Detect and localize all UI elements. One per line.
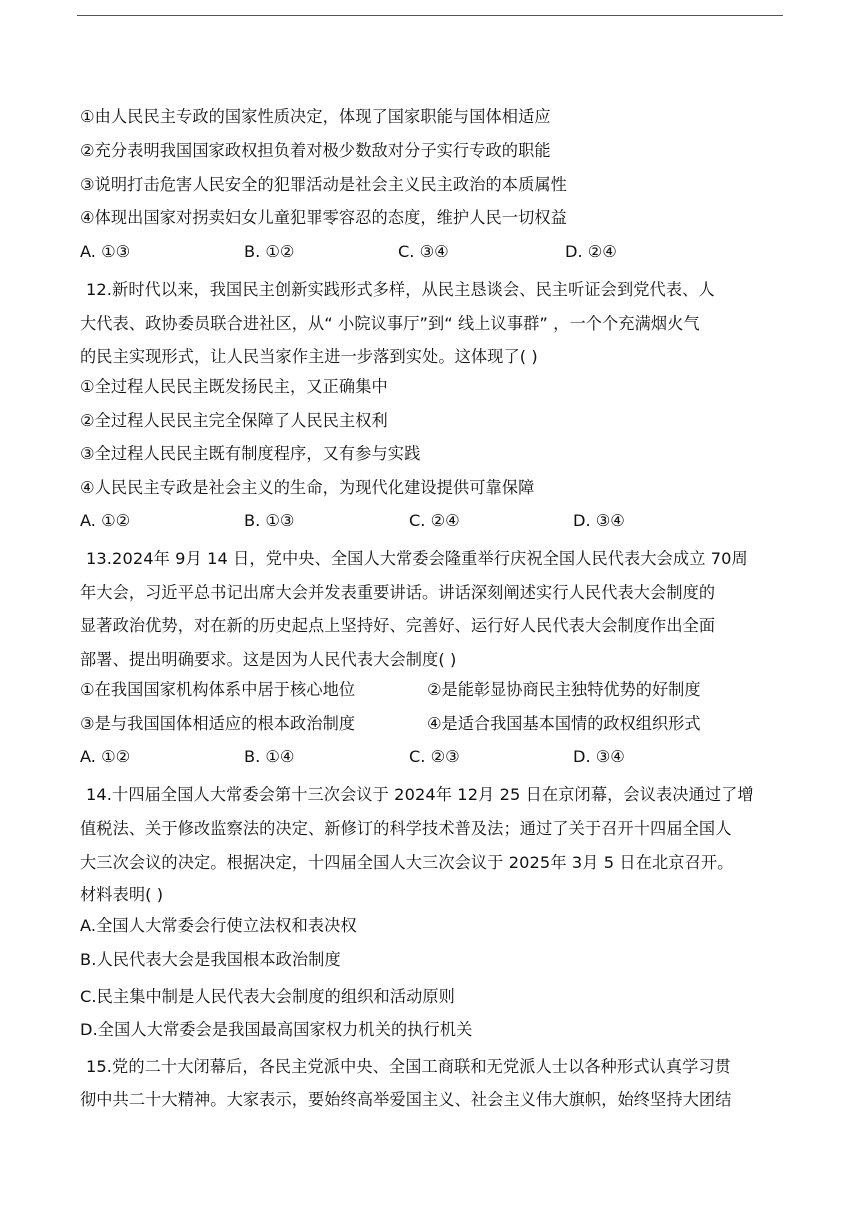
- q12-option-c[interactable]: C. ②④: [409, 511, 460, 530]
- q13-stem-line-4: 部署、提出明确要求。这是因为人民代表大会制度( ): [80, 650, 457, 669]
- q14-stem-line-2: 值税法、关于修改监察法的决定、新修订的科学技术普及法；通过了关于召开十四届全国人: [80, 819, 732, 838]
- q14-choice-b[interactable]: B.人民代表大会是我国根本政治制度: [80, 950, 341, 969]
- q13-item-3: ③是与我国国体相适应的根本政治制度: [80, 714, 356, 733]
- q15-stem-line-2: 彻中共二十大精神。大家表示，要始终高举爱国主义、社会主义伟大旗帜，始终坚持大团结: [80, 1090, 732, 1109]
- q11-item-3: ③说明打击危害人民安全的犯罪活动是社会主义民主政治的本质属性: [80, 175, 567, 194]
- q12-option-b[interactable]: B. ①③: [244, 511, 295, 530]
- q12-option-a[interactable]: A. ①②: [80, 511, 131, 530]
- q15-stem-line-1: 15.党的二十大闭幕后，各民主党派中央、全国工商联和无党派人士以各种形式认真学习贯: [86, 1057, 731, 1076]
- q13-stem-line-1: 13.2024年 9月 14 日，党中央、全国人大常委会隆重举行庆祝全国人民代表大会成立 70周: [86, 549, 748, 568]
- q14-stem-line-3: 大三次会议的决定。根据决定，十四届全国人大三次会议于 2025年 3月 5 日在北京召开。: [80, 853, 734, 872]
- q14-stem-line-1: 14.十四届全国人大常委会第十三次会议于 2024年 12月 25 日在京闭幕，会议表决通过了增: [86, 785, 754, 804]
- q12-item-4: ④人民民主专政是社会主义的生命，为现代化建设提供可靠保障: [80, 478, 535, 497]
- q11-option-d[interactable]: D. ②④: [565, 242, 617, 261]
- header-rule: [77, 15, 783, 16]
- q11-item-4: ④体现出国家对拐卖妇女儿童犯罪零容忍的态度，维护人民一切权益: [80, 208, 567, 227]
- q12-item-1: ①全过程人民民主既发扬民主，又正确集中: [80, 377, 388, 396]
- q11-option-c[interactable]: C. ③④: [398, 242, 449, 261]
- q13-item-4: ④是适合我国基本国情的政权组织形式: [427, 714, 701, 733]
- q14-choice-c[interactable]: C.民主集中制是人民代表大会制度的组织和活动原则: [80, 987, 455, 1006]
- q12-stem-line-2: 大代表、政协委员联合进社区，从“ 小院议事厅”到“ 线上议事群” ，一个个充满烟火气: [80, 314, 700, 333]
- q11-item-2: ②充分表明我国国家政权担负着对极少数敌对分子实行专政的职能: [80, 141, 551, 160]
- q12-option-d[interactable]: D. ③④: [573, 511, 625, 530]
- q14-stem-line-4: 材料表明( ): [80, 885, 164, 904]
- q12-stem-line-1: 12.新时代以来，我国民主创新实践形式多样，从民主恳谈会、民主听证会到党代表、人: [86, 280, 715, 299]
- q13-option-d[interactable]: D. ③④: [573, 747, 625, 766]
- q12-item-3: ③全过程人民民主既有制度程序，又有参与实践: [80, 444, 421, 463]
- q14-choice-a[interactable]: A.全国人大常委会行使立法权和表决权: [80, 916, 357, 935]
- q12-item-2: ②全过程人民民主完全保障了人民民主权利: [80, 411, 388, 430]
- q13-item-2: ②是能彰显协商民主独特优势的好制度: [427, 680, 701, 699]
- q13-item-1: ①在我国国家机构体系中居于核心地位: [80, 680, 356, 699]
- q13-option-c[interactable]: C. ②③: [409, 747, 460, 766]
- q12-stem-line-3: 的民主实现形式，让人民当家作主进一步落到实处。这体现了( ): [80, 347, 538, 366]
- q14-choice-d[interactable]: D.全国人大常委会是我国最高国家权力机关的执行机关: [80, 1020, 473, 1039]
- q13-option-a[interactable]: A. ①②: [80, 747, 131, 766]
- q13-stem-line-3: 显著政治优势，对在新的历史起点上坚持好、完善好、运行好人民代表大会制度作出全面: [80, 616, 716, 635]
- q13-stem-line-2: 年大会，习近平总书记出席大会并发表重要讲话。讲话深刻阐述实行人民代表大会制度的: [80, 583, 716, 602]
- q11-option-a[interactable]: A. ①③: [80, 242, 131, 261]
- q11-item-1: ①由人民民主专政的国家性质决定，体现了国家职能与国体相适应: [80, 107, 551, 126]
- q11-option-b[interactable]: B. ①②: [244, 242, 295, 261]
- q13-option-b[interactable]: B. ①④: [244, 747, 295, 766]
